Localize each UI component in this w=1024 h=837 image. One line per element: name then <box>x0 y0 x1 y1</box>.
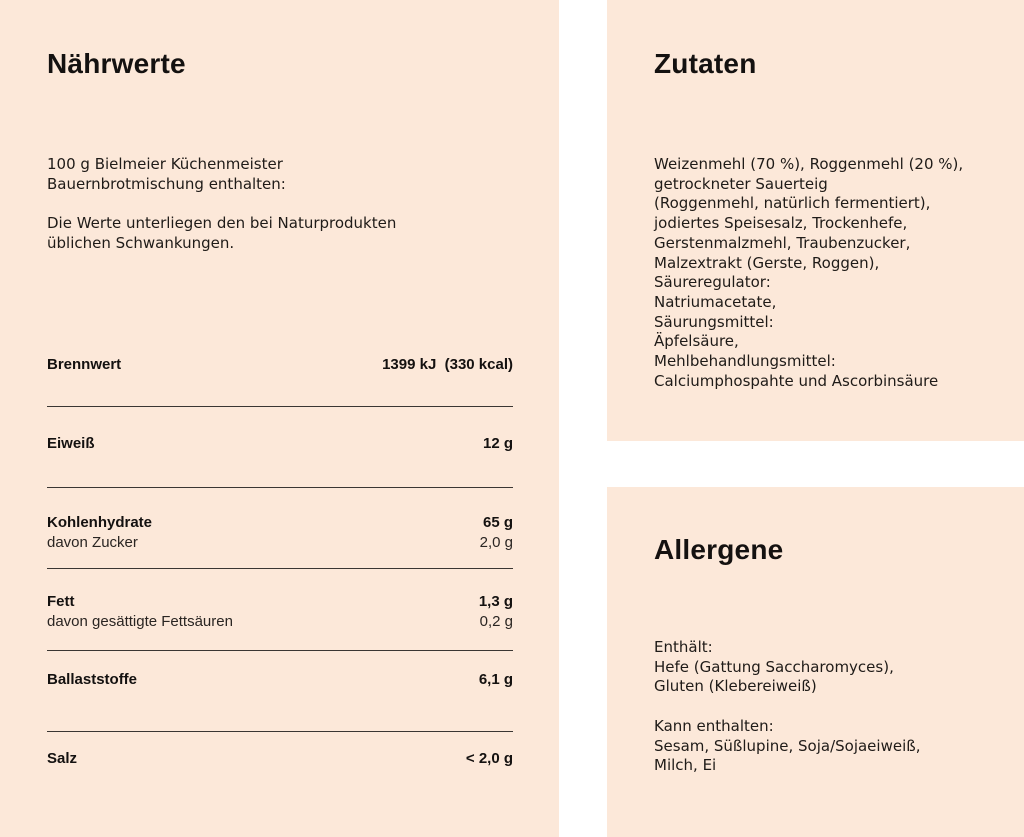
row-sub-value: 0,2 g <box>479 613 513 630</box>
ingredients-text: Weizenmehl (70 %), Roggenmehl (20 %), getrockneter Sauerteig (Roggenmehl, natürlich fermentiert), jodiertes Speisesalz, Trockenhefe, Gerstenmalzmehl, Traubenzucker, Malzextrakt (Gerste, Roggen), Säureregulator: Natriumacetate, Säurungsmittel: Äpfelsäure, Mehlbehandlungsmittel: Calciumphospahte und Ascorbinsäure <box>654 155 964 390</box>
row-name: Salz <box>47 750 78 767</box>
row-sub-name: davon Zucker <box>47 534 138 551</box>
ingredients-panel <box>607 0 1024 441</box>
row-divider <box>47 487 513 488</box>
row-divider <box>47 650 513 651</box>
row-divider <box>47 731 513 732</box>
nutrition-note: Die Werte unterliegen den bei Naturprodukten üblichen Schwankungen. <box>47 214 397 252</box>
row-value: < 2,0 g <box>465 750 513 767</box>
nutrition-intro: 100 g Bielmeier Küchenmeister Bauernbrotmischung enthalten: <box>47 155 286 193</box>
row-divider <box>47 406 513 407</box>
row-name: Eiweiß <box>47 435 95 452</box>
allergens-may-contain: Kann enthalten: Sesam, Süßlupine, Soja/Sojaeiweiß, Milch, Ei <box>654 717 921 775</box>
row-divider <box>47 568 513 569</box>
allergens-title: Allergene <box>654 534 784 565</box>
row-name: Ballaststoffe <box>47 671 138 688</box>
row-name: Fett <box>47 593 75 610</box>
row-sub-value: 2,0 g <box>479 534 513 551</box>
row-value: 6,1 g <box>478 671 513 688</box>
row-name: Kohlenhydrate <box>47 514 153 531</box>
row-value: 65 g <box>482 514 513 531</box>
row-name: Brennwert <box>47 356 122 373</box>
row-value: 1399 kJ (330 kcal) <box>382 356 513 373</box>
nutrition-title: Nährwerte <box>47 48 186 79</box>
allergens-contains: Enthält: Hefe (Gattung Saccharomyces), Gluten (Klebereiweiß) <box>654 638 894 696</box>
row-sub-name: davon gesättigte Fettsäuren <box>47 613 233 630</box>
allergens-panel <box>607 487 1024 837</box>
ingredients-title: Zutaten <box>654 48 757 79</box>
row-value: 12 g <box>482 435 513 452</box>
row-value: 1,3 g <box>478 593 513 610</box>
